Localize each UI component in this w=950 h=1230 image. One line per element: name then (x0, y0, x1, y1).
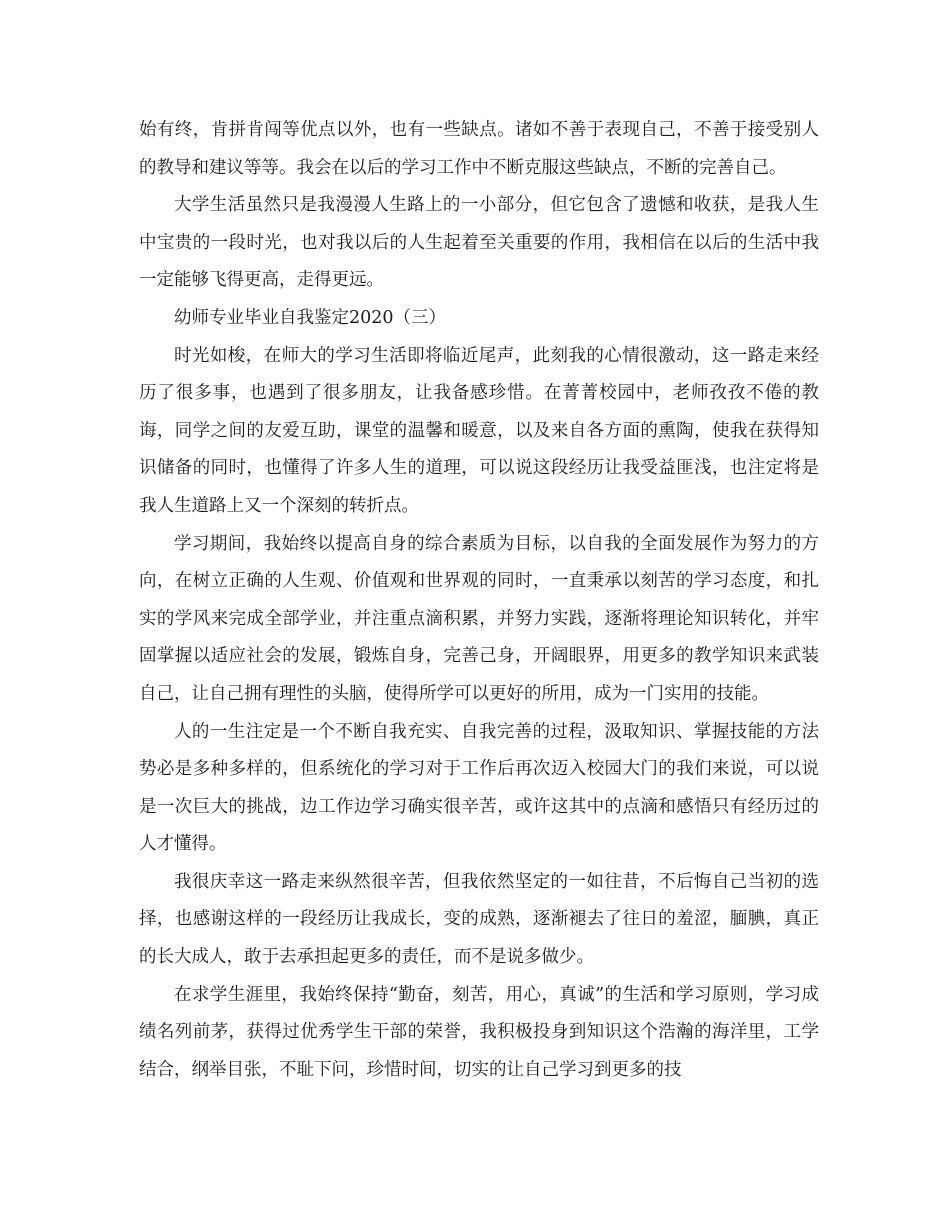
document-body (139, 112, 819, 1089)
paragraph: 大学生活虽然只是我漫漫人生路上的一小部分，但它包含了遗憾和收获，是我人生中宝贵的一段时光，也对我以后的人生起着至关重要的作用，我相信在以后的生活中我一定能够飞得更高，走得更远。 (139, 195, 819, 291)
paragraph: 时光如梭，在师大的学习生活即将临近尾声，此刻我的心情很激动，这一路走来经历了很多事，也遇到了很多朋友，让我备感珍惜。在菁菁校园中，老师孜孜不倦的教诲，同学之间的友爱互助，课堂的温馨和暖意，以及来自各方面的熏陶，使我在获得知识储备的同时，也懂得了许多人生的道理，可以说这段经历让我受益匪浅，也注定将是我人生道路上又一个深刻的转折点。 (139, 345, 819, 516)
paragraph: 人的一生注定是一个不断自我充实、自我完善的过程，汲取知识、掌握技能的方法势必是多种多样的，但系统化的学习对于工作后再次迈入校园大门的我们来说，可以说是一次巨大的挑战，边工作边学习确实很辛苦，或许这其中的点滴和感悟只有经历过的人才懂得。 (139, 721, 819, 855)
paragraph: 我很庆幸这一路走来纵然很辛苦，但我依然坚定的一如往昔，不后悔自己当初的选择，也感谢这样的一段经历让我成长，变的成熟，逐渐褪去了往日的羞涩，腼腆，真正的长大成人，敢于去承担起更多的责任，而不是说多做少。 (139, 871, 819, 968)
paragraph: 学习期间，我始终以提高自身的综合素质为目标，以自我的全面发展作为努力的方向，在树立正确的人生观、价值观和世界观的同时，一直秉承以刻苦的学习态度，和扎实的学风来完成全部学业，并注重点滴积累，并努力实践，逐渐将理论知识转化，并牢固掌握以适应社会的发展，锻炼自身，完善己身，开阔眼界，用更多的教学知识来武装自己，让自己拥有理性的头脑，使得所学可以更好的所用，成为一门实用的技能。 (139, 533, 819, 704)
section-heading: 幼师专业毕业自我鉴定2020（三） (174, 307, 447, 328)
paragraph-continuation: 始有终，肯拼肯闯等优点以外，也有一些缺点。诸如不善于表现自己，不善于接受别人的教导和建议等等。我会在以后的学习工作中不断克服这些缺点，不断的完善自己。 (139, 120, 819, 178)
paragraph: 在求学生涯里，我始终保持“勤奋，刻苦，用心，真诚”的生活和学习原则，学习成绩名列前茅，获得过优秀学生干部的荣誉，我积极投身到知识这个浩瀚的海洋里，工学结合，纲举目张，不耻下问，珍惜时间，切实的让自己学习到更多的技 (139, 984, 819, 1080)
